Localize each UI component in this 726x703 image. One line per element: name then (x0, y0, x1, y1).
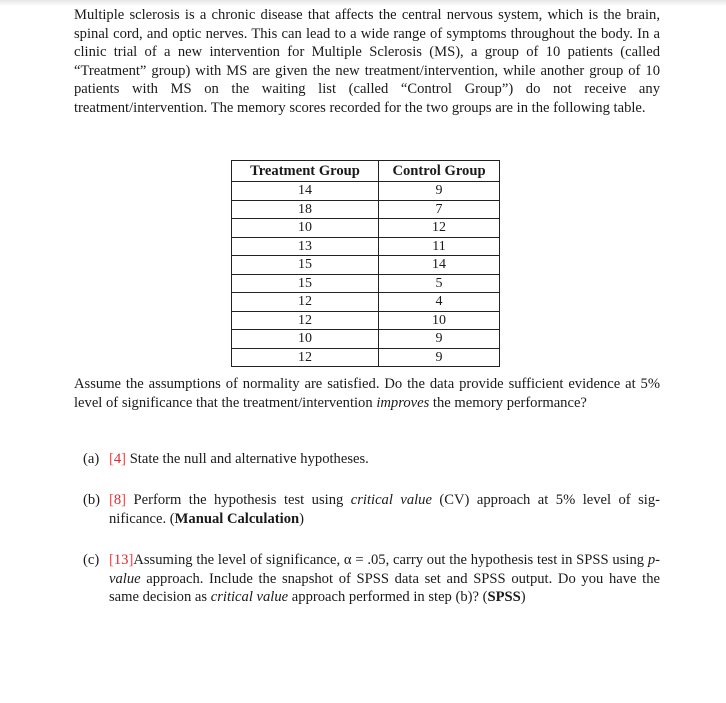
question-b: (b) [8] Perform the hypothesis test using critical value (CV) approach at 5% level of sig-nificance. (Manual Calculation) (83, 492, 661, 527)
question-text-4: ) (520, 589, 526, 606)
question-text-3: ) (299, 510, 304, 527)
marks-link[interactable]: 8 (113, 492, 122, 508)
control-score-cell: 7 (379, 200, 500, 219)
question-bold: Manual Calculation (174, 510, 300, 527)
question-label: (c) (83, 552, 100, 568)
memory-scores-table (231, 160, 500, 367)
question-text-2: approach. Include the snapshot of SPSS data set and SPSS output. Do you have the same decision as (109, 570, 660, 606)
control-score-cell: 9 (379, 348, 500, 367)
table-row (232, 219, 500, 238)
table-header-row (232, 161, 500, 182)
intro-paragraph: Multiple sclerosis is a chronic disease that affects the central nervous system, which is the brain, spinal cord, and optic nerves. This can lead to a wide range of symptoms throughout the body. In a clinic trial of a new intervention for Multiple Sclerosis (MS), a group of 10 patients (called “Treatment” group) with MS are given the new treatment/intervention, while another group of 10 patients with MS on the waiting list (called “Control Group”) do not receive any treatment/intervention. The memory scores recorded for the two groups are in the following table. (74, 7, 660, 116)
question-emphasis: critical value (350, 492, 432, 508)
assume-text-2: the memory performance? (429, 394, 587, 411)
table-row (232, 237, 500, 256)
scores-table-wrapper (231, 160, 500, 367)
question-a: (a) [4] State the null and alternative hypotheses. (83, 451, 369, 467)
control-score-cell: 14 (379, 256, 500, 275)
treatment-score-cell: 12 (232, 293, 379, 312)
control-score-cell: 12 (379, 219, 500, 238)
question-text-1: Assuming the level of significance, α = .05, carry out the hypothesis test in SPSS using (133, 552, 648, 568)
header-control: Control Group (379, 161, 500, 182)
question-emphasis-1: p-value (109, 552, 660, 587)
marks-link[interactable]: 4 (113, 451, 122, 467)
assume-emphasis: improves (376, 394, 430, 411)
treatment-score-cell: 18 (232, 200, 379, 219)
treatment-score-cell: 13 (232, 237, 379, 256)
table-row (232, 182, 500, 201)
table-row (232, 200, 500, 219)
question-emphasis-2: critical value (210, 589, 289, 606)
table-body (232, 182, 500, 367)
treatment-score-cell: 14 (232, 182, 379, 201)
table-row (232, 256, 500, 275)
question-c: (c) [13]Assuming the level of significance, α = .05, carry out the hypothesis test in SPSS using p-value approach. Include the snapshot of SPSS data set and SPSS output. Do you have the same decision as critical value approach performed in step (b)? (SPSS) (83, 552, 660, 606)
treatment-score-cell: 12 (232, 348, 379, 367)
table-row (232, 330, 500, 349)
table-row (232, 293, 500, 312)
treatment-score-cell: 10 (232, 330, 379, 349)
table-row (232, 274, 500, 293)
question-text: State the null and alternative hypotheses. (126, 451, 369, 467)
assumption-paragraph (74, 375, 660, 412)
control-score-cell: 10 (379, 311, 500, 330)
control-score-cell: 11 (379, 237, 500, 256)
treatment-score-cell: 15 (232, 274, 379, 293)
question-label: (b) (83, 492, 101, 508)
treatment-score-cell: 10 (232, 219, 379, 238)
control-score-cell: 5 (379, 274, 500, 293)
control-score-cell: 4 (379, 293, 500, 312)
control-score-cell: 9 (379, 182, 500, 201)
question-text-3: approach performed in step (b)? ( (288, 589, 488, 606)
header-treatment: Treatment Group (232, 161, 379, 182)
table-row (232, 311, 500, 330)
question-text-1: Perform the hypothesis test using (126, 492, 351, 508)
treatment-score-cell: 15 (232, 256, 379, 275)
question-bold: SPSS (487, 589, 521, 606)
table-row (232, 348, 500, 367)
marks-link[interactable]: 13 (113, 552, 129, 568)
control-score-cell: 9 (379, 330, 500, 349)
question-label: (a) (83, 451, 100, 467)
document-page (74, 6, 660, 118)
treatment-score-cell: 12 (232, 311, 379, 330)
assume-text-1: Assume the assumptions of normality are satisfied. Do the data provide sufficient evidence at 5% level of significance that the treatment/intervention (74, 376, 660, 411)
question-text-2: (CV) approach at 5% level of sig-nificance. ( (109, 492, 661, 527)
